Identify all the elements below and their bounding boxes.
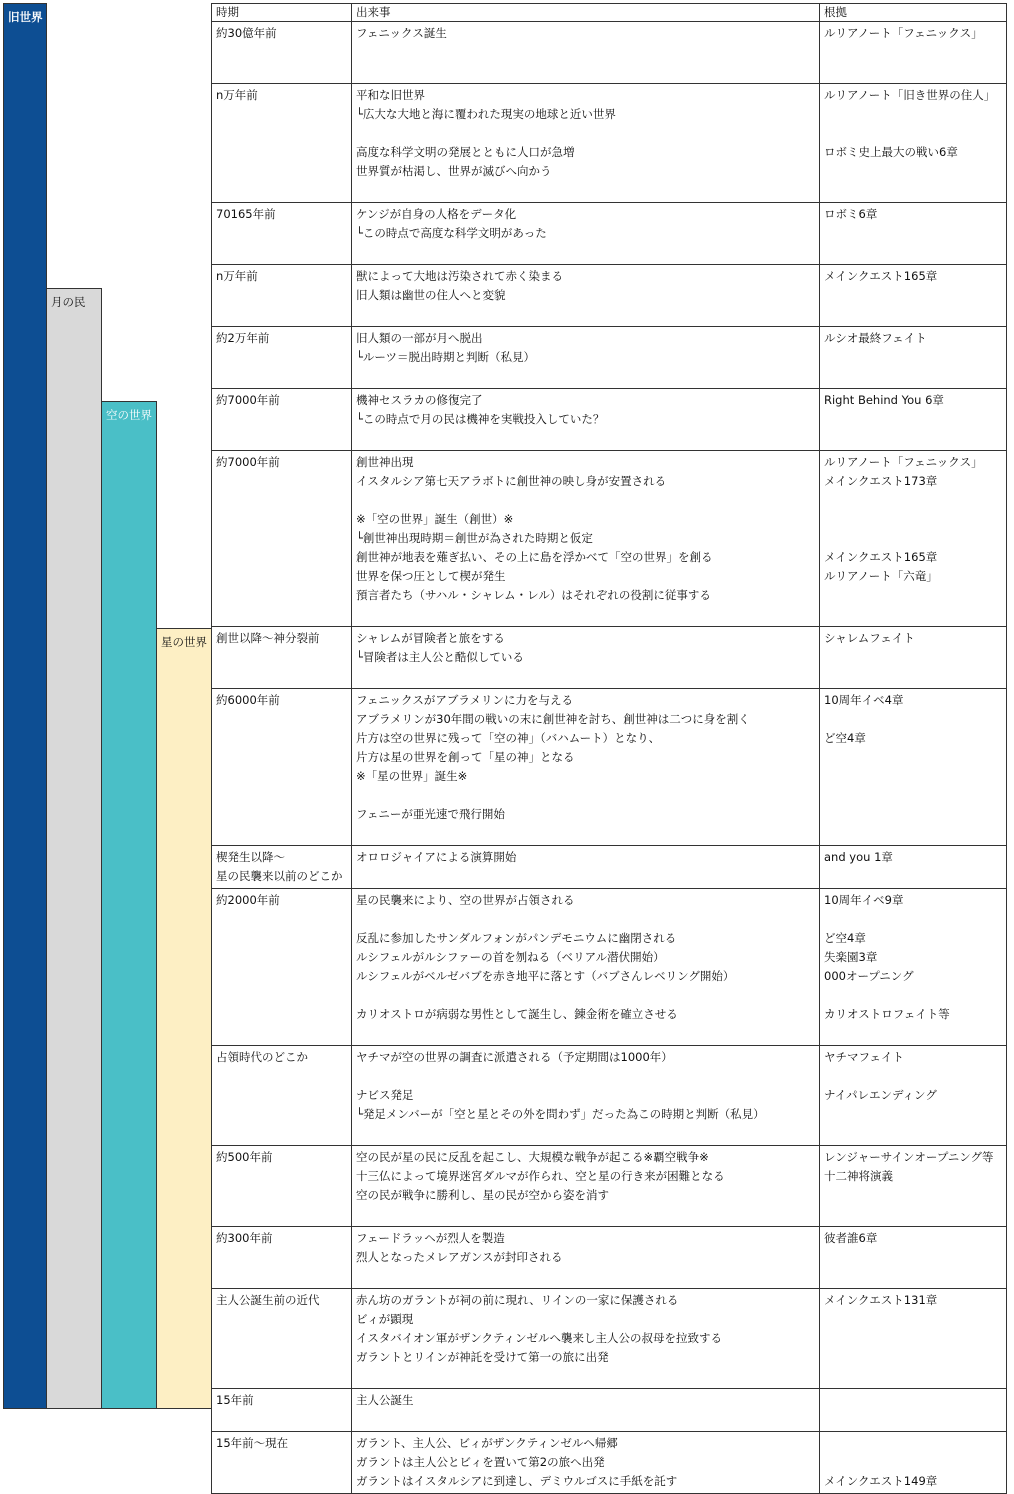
event-cell: [352, 627, 820, 689]
event-line: 世界を保つ圧として楔が発生: [356, 569, 506, 583]
period-text: 約7000年前: [216, 455, 280, 469]
table-row: [212, 265, 1007, 327]
era-label-old-world: 旧世界: [8, 10, 43, 24]
source-line: [824, 429, 1002, 448]
source-line: [824, 767, 1002, 786]
header-source: 根拠: [820, 4, 1007, 22]
source-line: [824, 529, 1002, 548]
source-cell: [820, 389, 1007, 451]
table-row: [212, 22, 1007, 84]
event-line: 赤ん坊のガラントが祠の前に現れ、リインの一家に保護される: [356, 1293, 679, 1307]
source-line: [824, 648, 1002, 667]
event-line: 十三仏によって境界迷宮ダルマが作られ、空と星の行き来が困難となる: [356, 1169, 725, 1183]
event-cell: [352, 1227, 820, 1289]
source-line: 失楽園3章: [824, 950, 878, 964]
source-line: [824, 805, 1002, 824]
event-line: 主人公誕生: [356, 1393, 414, 1407]
source-line: [824, 348, 1002, 367]
event-line: イスタバイオン軍がザンクティンゼルへ襲来し主人公の叔母を拉致する: [356, 1331, 723, 1345]
source-line: [824, 224, 1002, 243]
source-line: [824, 1367, 1002, 1386]
event-line: 片方は星の世界を創って「星の神」となる: [356, 750, 575, 764]
period-text: 70165年前: [216, 207, 276, 221]
event-line: アブラメリンが30年間の戦いの末に創世神を討ち、創世神は二つに身を割く: [356, 712, 750, 726]
source-line: [824, 910, 1002, 929]
event-line: [356, 1024, 815, 1043]
period-text: n万年前: [216, 269, 258, 283]
event-line: [356, 986, 815, 1005]
event-cell: [352, 1289, 820, 1389]
period-text: 約500年前: [216, 1150, 273, 1164]
table-row: [212, 1146, 1007, 1227]
source-line: [824, 1434, 1002, 1453]
source-line: [824, 491, 1002, 510]
event-line: 片方は空の世界に残って「空の神」（バハムート）となり、: [356, 731, 661, 745]
event-line: ガラントはイスタルシアに到達し、デミウルゴスに手紙を託す: [356, 1474, 678, 1488]
period-text: 約2000年前: [216, 893, 280, 907]
event-line: 創世神が地表を薙ぎ払い、その上に島を浮かべて「空の世界」を創る: [356, 550, 713, 564]
source-line: [824, 667, 1002, 686]
event-line: フェニックス誕生: [356, 26, 447, 40]
source-line: メインクエスト165章: [824, 550, 938, 564]
table-row: [212, 84, 1007, 203]
event-line: [356, 910, 815, 929]
event-line: [356, 124, 815, 143]
source-line: [824, 305, 1002, 324]
event-line: 空の民が戦争に勝利し、星の民が空から姿を消す: [356, 1188, 609, 1202]
period-text: 約30億年前: [216, 26, 277, 40]
era-label-sky-world: 空の世界: [106, 408, 152, 422]
source-line: 彼者誰6章: [824, 1231, 878, 1245]
event-line: [356, 1267, 815, 1286]
source-line: [824, 1124, 1002, 1143]
header-period: 時期: [212, 4, 352, 22]
era-bar-moon-people: [46, 288, 102, 1409]
event-line: 高度な科学文明の発展とともに人口が急増: [356, 145, 575, 159]
period-cell: [212, 1289, 352, 1389]
event-cell: [352, 84, 820, 203]
event-line: フェードラッヘが烈人を製造: [356, 1231, 505, 1245]
event-line: シャレムが冒険者と旅をする: [356, 631, 505, 645]
event-cell: [352, 22, 820, 84]
event-line: 獣によって大地は汚染されて赤く染まる: [356, 269, 563, 283]
period-cell: [212, 689, 352, 846]
source-cell: [820, 1289, 1007, 1389]
event-line: 平和な旧世界: [356, 88, 425, 102]
period-cell: [212, 84, 352, 203]
source-line: [824, 62, 1002, 81]
era-bar-old-world: [3, 3, 47, 1409]
event-line: カリオストロが病弱な男性として誕生し、錬金術を確立させる: [356, 1007, 678, 1021]
table-row: [212, 389, 1007, 451]
event-line: [356, 1410, 815, 1429]
source-line: [824, 1205, 1002, 1224]
table-row: [212, 203, 1007, 265]
event-line: 旧人類は幽世の住人へと変貌: [356, 288, 506, 302]
source-line: [824, 1391, 1002, 1410]
table-row: [212, 627, 1007, 689]
source-cell: [820, 1227, 1007, 1289]
event-line: [356, 1067, 815, 1086]
header-event: 出来事: [352, 4, 820, 22]
event-cell: [352, 889, 820, 1046]
source-cell: [820, 265, 1007, 327]
event-line: [356, 367, 815, 386]
event-line: [356, 786, 815, 805]
source-cell: [820, 846, 1007, 889]
source-line: メインクエスト165章: [824, 269, 938, 283]
event-line: └広大な大地と海に覆われた現実の地球と近い世界: [356, 107, 616, 121]
event-cell: [352, 689, 820, 846]
source-line: 十二神将演義: [824, 1169, 893, 1183]
event-line: [356, 1205, 815, 1224]
source-line: [824, 1348, 1002, 1367]
timeline-table: [211, 3, 1007, 1494]
event-line: ルシフェルがルシファーの首を刎ねる（ベリアル潜伏開始）: [356, 950, 665, 964]
source-cell: [820, 689, 1007, 846]
table-row: [212, 327, 1007, 389]
event-line: [356, 824, 815, 843]
source-line: [824, 286, 1002, 305]
event-cell: [352, 203, 820, 265]
source-line: [824, 43, 1002, 62]
source-cell: [820, 1146, 1007, 1227]
event-cell: [352, 1389, 820, 1432]
source-line: メインクエスト149章: [824, 1474, 938, 1488]
event-line: [356, 429, 815, 448]
source-line: [824, 867, 1002, 886]
event-cell: [352, 389, 820, 451]
event-line: 預言者たち（サハル・シャレム・レル）はそれぞれの役割に従事する: [356, 588, 711, 602]
source-line: レンジャーサインオープニング等: [824, 1150, 994, 1164]
source-line: [824, 1186, 1002, 1205]
source-line: ロボミ史上最大の戦い6章: [824, 145, 958, 159]
source-cell: [820, 327, 1007, 389]
source-line: [824, 786, 1002, 805]
source-line: ルシオ最終フェイト: [824, 331, 927, 345]
period-cell: [212, 327, 352, 389]
event-line: ガラントとリインが神託を受けて第一の旅に出発: [356, 1350, 609, 1364]
source-line: メインクエスト173章: [824, 474, 938, 488]
event-line: オロロジャイアによる演算開始: [356, 850, 517, 864]
event-line: [356, 605, 815, 624]
event-line: [356, 43, 815, 62]
source-line: [824, 367, 1002, 386]
event-line: └この時点で月の民は機神を実戦投入していた？: [356, 412, 605, 426]
era-bar-star-world: [156, 628, 212, 1409]
source-line: [824, 1410, 1002, 1429]
event-line: ガラント、主人公、ビィがザンクティンゼルへ帰郷: [356, 1436, 618, 1450]
event-cell: [352, 327, 820, 389]
period-text: 約6000年前: [216, 693, 280, 707]
source-line: [824, 162, 1002, 181]
event-cell: [352, 265, 820, 327]
timeline-body: [212, 22, 1007, 1494]
table-row: [212, 1046, 1007, 1146]
period-cell: [212, 1046, 352, 1146]
event-line: └冒険者は主人公と酷似している: [356, 650, 524, 664]
source-cell: [820, 627, 1007, 689]
source-line: ナイパレエンディング: [824, 1088, 937, 1102]
period-cell: [212, 203, 352, 265]
period-text: 15年前: [216, 1393, 254, 1407]
source-line: [824, 605, 1002, 624]
event-line: 旧人類の一部が月へ脱出: [356, 331, 483, 345]
source-line: ど空4章: [824, 731, 866, 745]
source-cell: [820, 203, 1007, 265]
event-line: ルシフェルがベルゼバブを赤き地平に落とす（バブさんレベリング開始）: [356, 969, 735, 983]
event-line: [356, 243, 815, 262]
event-line: [356, 491, 815, 510]
event-cell: [352, 1046, 820, 1146]
table-row: [212, 1289, 1007, 1389]
event-line: フェニーが亜光速で飛行開始: [356, 807, 505, 821]
source-line: [824, 1024, 1002, 1043]
source-cell: [820, 1046, 1007, 1146]
source-line: ルリアノート「旧き世界の住人」: [824, 88, 996, 102]
event-line: フェニックスがアブラメリンに力を与える: [356, 693, 574, 707]
source-line: 10周年イベ4章: [824, 693, 904, 707]
event-line: ガラントは主人公とビィを置いて第2の旅へ出発: [356, 1455, 605, 1469]
event-cell: [352, 451, 820, 627]
event-line: [356, 1367, 815, 1386]
period-cell: [212, 1146, 352, 1227]
event-line: [356, 181, 815, 200]
event-line: └発足メンバーが「空と星とその外を問わず」だった為この時期と判断（私見）: [356, 1107, 765, 1121]
event-line: ※「星の世界」誕生※: [356, 769, 468, 783]
source-line: メインクエスト131章: [824, 1293, 938, 1307]
period-cell: [212, 1389, 352, 1432]
event-line: └創世神出現時期＝創世が為された時期と仮定: [356, 531, 593, 545]
event-line: 反乱に参加したサンダルフォンがパンデモニウムに幽閉される: [356, 931, 677, 945]
source-line: [824, 1267, 1002, 1286]
event-line: ※「空の世界」誕生（創世）※: [356, 512, 514, 526]
era-bar-sky-world: [101, 401, 157, 1409]
source-line: [824, 586, 1002, 605]
source-cell: [820, 451, 1007, 627]
event-line: ヤチマが空の世界の調査に派遣される（予定期間は1000年）: [356, 1050, 673, 1064]
table-row: [212, 451, 1007, 627]
source-line: [824, 1248, 1002, 1267]
event-line: 世界質が枯渇し、世界が滅びへ向かう: [356, 164, 552, 178]
period-cell: [212, 389, 352, 451]
source-line: [824, 748, 1002, 767]
source-line: 10周年イベ9章: [824, 893, 904, 907]
source-line: [824, 410, 1002, 429]
period-cell: [212, 889, 352, 1046]
source-line: [824, 181, 1002, 200]
event-line: ビィが顕現: [356, 1312, 414, 1326]
table-row: [212, 889, 1007, 1046]
source-line: [824, 105, 1002, 124]
source-cell: [820, 22, 1007, 84]
period-text: 約7000年前: [216, 393, 280, 407]
source-line: ルリアノート「フェニックス」: [824, 455, 983, 469]
event-line: [356, 1124, 815, 1143]
source-line: ヤチマフェイト: [824, 1050, 904, 1064]
source-line: ルリアノート「フェニックス」: [824, 26, 983, 40]
period-text: 星の民襲来以前のどこか: [216, 869, 343, 883]
period-cell: [212, 265, 352, 327]
period-text: 楔発生以降～: [216, 850, 285, 864]
event-line: イスタルシア第七天アラボトに創世神の映し身が安置される: [356, 474, 667, 488]
period-cell: [212, 627, 352, 689]
table-row: [212, 1389, 1007, 1432]
event-line: 創世神出現: [356, 455, 414, 469]
event-line: [356, 667, 815, 686]
event-line: 空の民が星の民に反乱を起こし、大規模な戦争が起こる※覇空戦争※: [356, 1150, 709, 1164]
source-line: [824, 1453, 1002, 1472]
period-cell: [212, 451, 352, 627]
source-line: ロボミ6章: [824, 207, 878, 221]
period-text: 主人公誕生前の近代: [216, 1293, 320, 1307]
table-row: [212, 689, 1007, 846]
source-line: [824, 124, 1002, 143]
source-line: [824, 824, 1002, 843]
source-line: [824, 1105, 1002, 1124]
source-line: ルリアノート「六竜」: [824, 569, 938, 583]
source-line: ど空4章: [824, 931, 866, 945]
source-cell: [820, 1389, 1007, 1432]
source-line: Right Behind You 6章: [824, 393, 944, 407]
source-line: 000オープニング: [824, 969, 914, 983]
event-line: [356, 867, 815, 886]
event-line: 烈人となったメレアガンスが封印される: [356, 1250, 563, 1264]
event-line: 機神セスラカの修復完了: [356, 393, 483, 407]
event-cell: [352, 1146, 820, 1227]
event-line: 星の民襲来により、空の世界が占領される: [356, 893, 575, 907]
source-line: [824, 243, 1002, 262]
header-row: [212, 4, 1007, 22]
period-text: 創世以降～神分裂前: [216, 631, 320, 645]
table-row: [212, 846, 1007, 889]
period-cell: [212, 22, 352, 84]
source-cell: [820, 1432, 1007, 1494]
source-line: シャレムフェイト: [824, 631, 915, 645]
source-cell: [820, 84, 1007, 203]
source-line: and you 1章: [824, 850, 893, 864]
era-label-star-world: 星の世界: [161, 635, 207, 649]
period-cell: [212, 846, 352, 889]
period-cell: [212, 1432, 352, 1494]
event-line: └ルーツ＝脱出時期と判断（私見）: [356, 350, 535, 364]
table-row: [212, 1227, 1007, 1289]
event-line: ケンジが自身の人格をデータ化: [356, 207, 517, 221]
source-line: [824, 986, 1002, 1005]
period-text: 約2万年前: [216, 331, 270, 345]
event-cell: [352, 1432, 820, 1494]
event-line: [356, 62, 815, 81]
period-cell: [212, 1227, 352, 1289]
source-line: [824, 510, 1002, 529]
period-text: 15年前～現在: [216, 1436, 289, 1450]
source-line: [824, 710, 1002, 729]
event-line: [356, 305, 815, 324]
event-cell: [352, 846, 820, 889]
period-text: 約300年前: [216, 1231, 273, 1245]
source-line: [824, 1310, 1002, 1329]
era-label-moon-people: 月の民: [51, 295, 86, 309]
table-row: [212, 1432, 1007, 1494]
event-line: ナビス発足: [356, 1088, 414, 1102]
period-text: 占領時代のどこか: [216, 1050, 308, 1064]
event-line: └この時点で高度な科学文明があった: [356, 226, 547, 240]
source-line: [824, 1067, 1002, 1086]
source-cell: [820, 889, 1007, 1046]
source-line: [824, 1329, 1002, 1348]
period-text: n万年前: [216, 88, 258, 102]
source-line: カリオストロフェイト等: [824, 1007, 950, 1021]
